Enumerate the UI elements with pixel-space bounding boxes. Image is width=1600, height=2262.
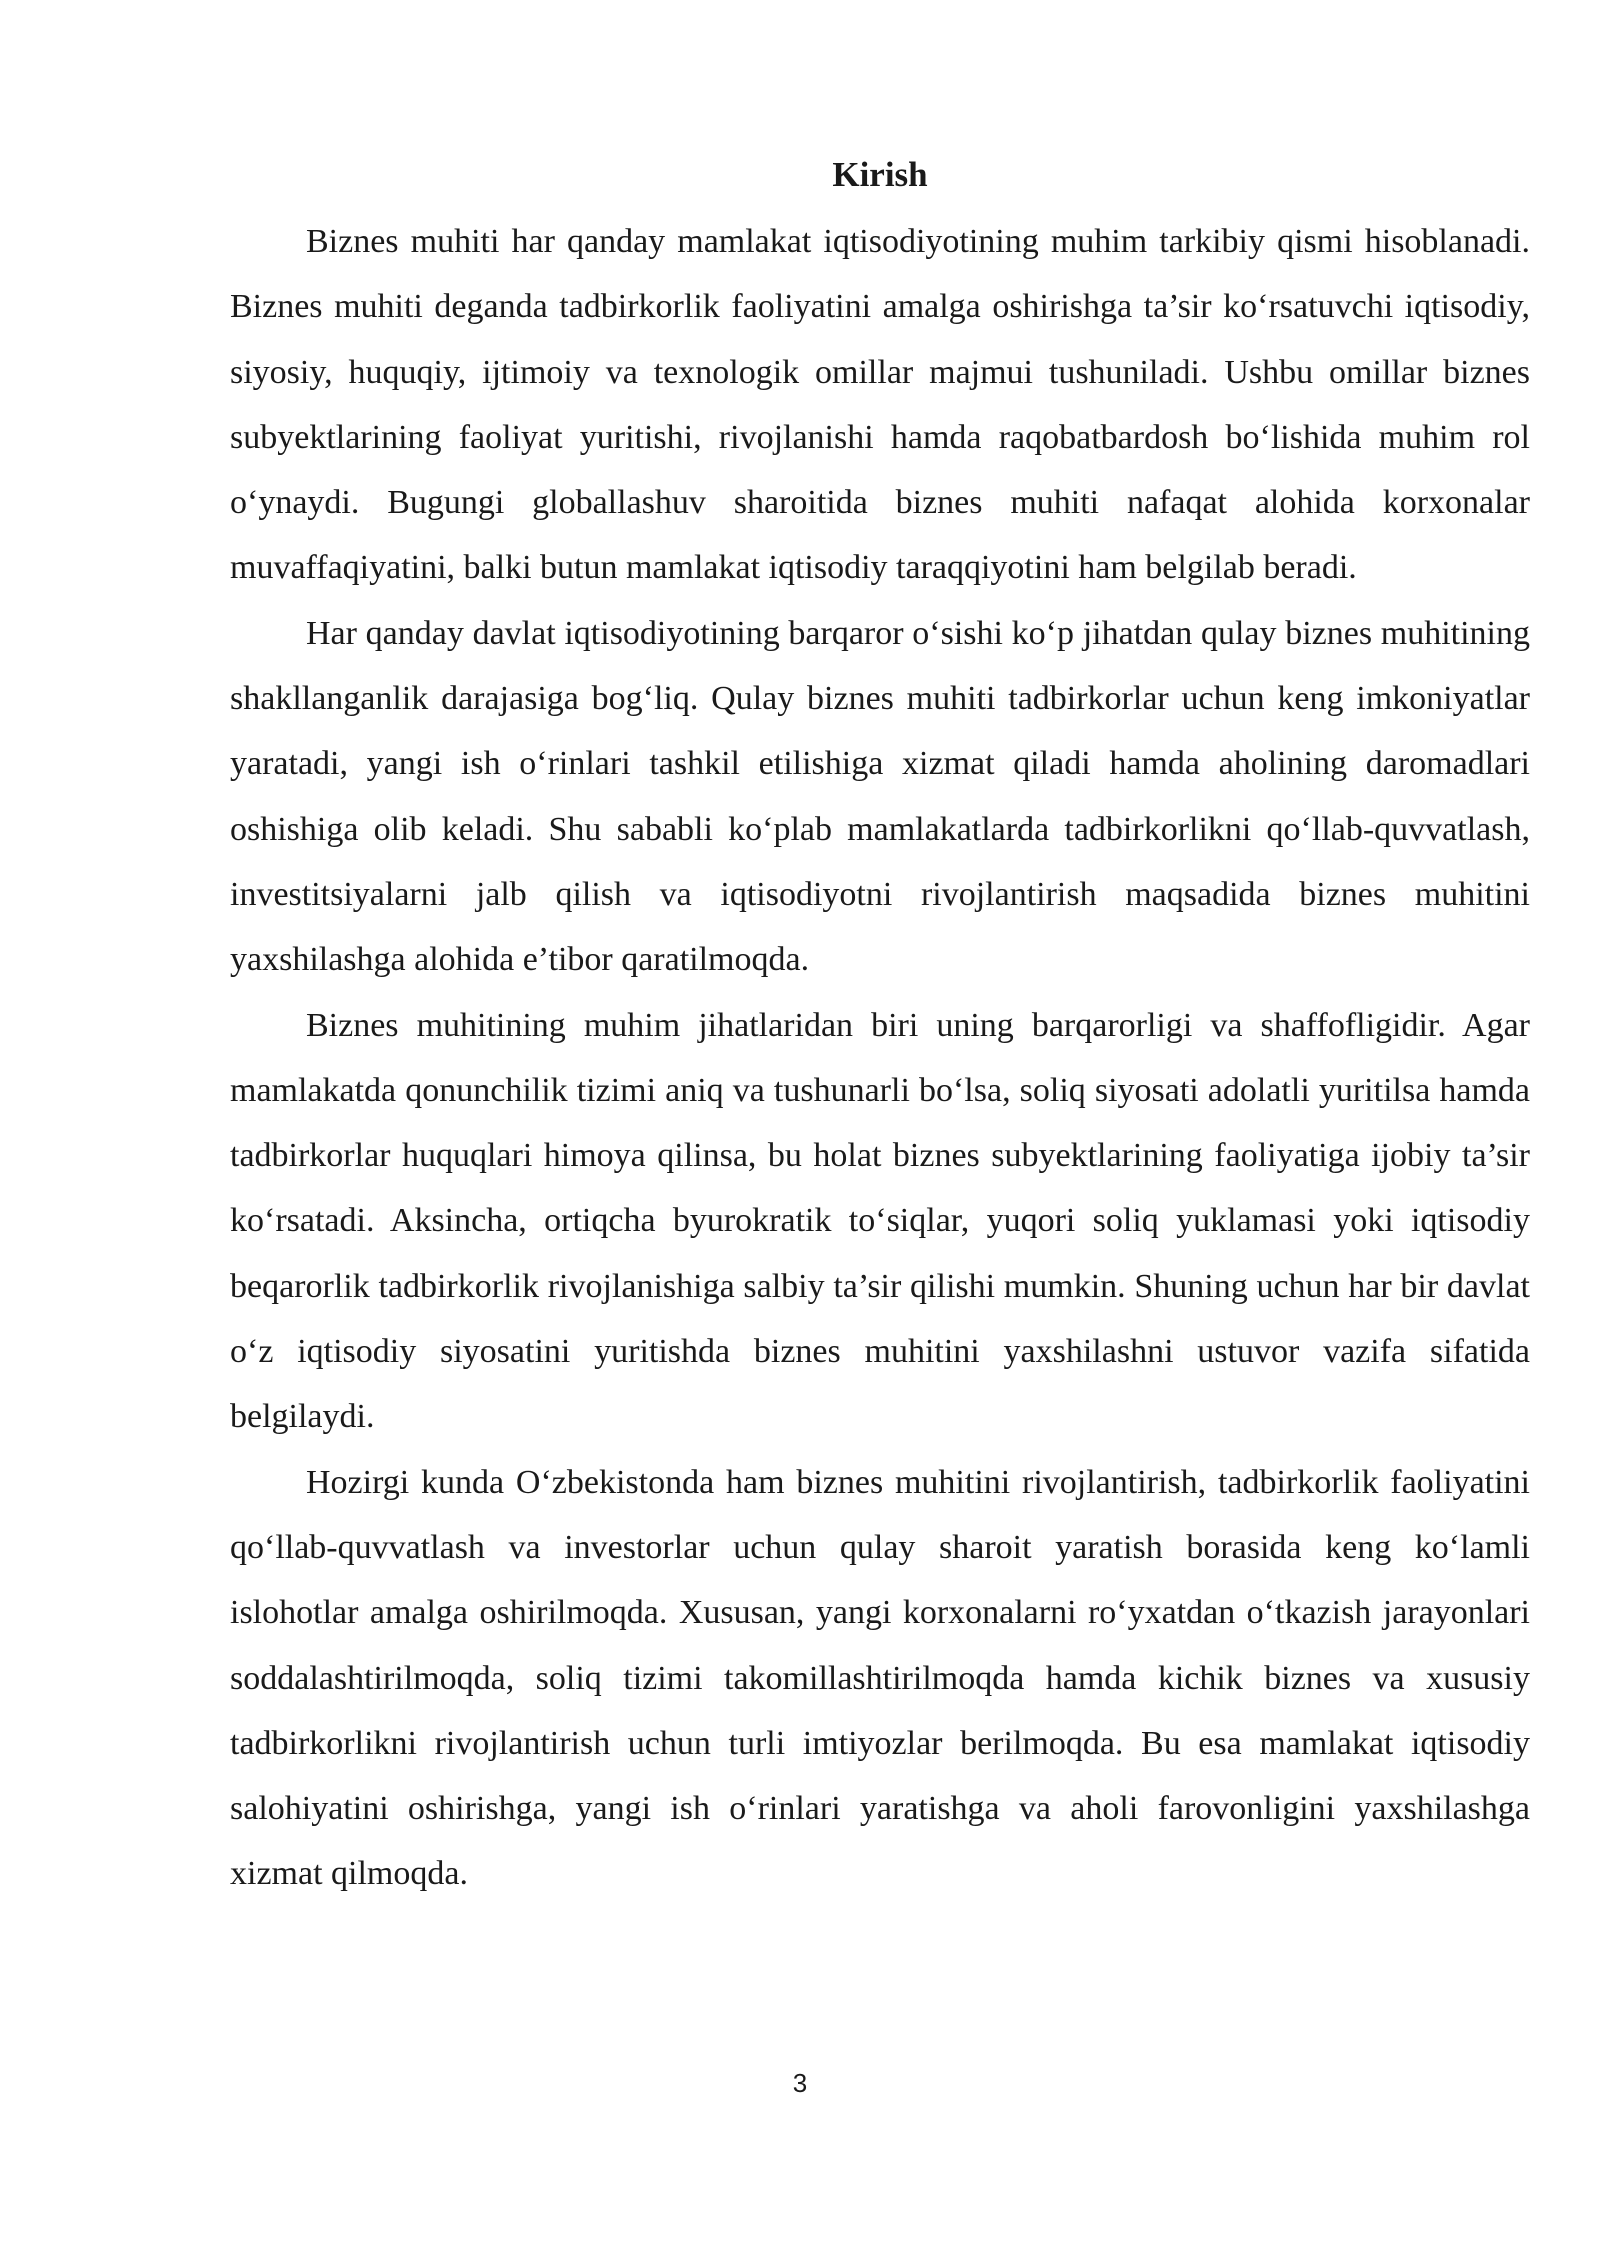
paragraph-2: Har qanday davlat iqtisodiyotining barqaror o‘sishi ko‘p jihatdan qulay biznes muhitining shakllanganlik darajasiga bog‘liq. Qulay biznes muhiti tadbirkorlar uchun keng imkoniyatlar yaratadi, yangi ish o‘rinlari tashkil etilishiga xizmat qiladi hamda aholining daromadlari oshishiga olib keladi. Shu sababli ko‘plab mamlakatlarda tadbirkorlikni qo‘llab-quvvatlash, investitsiyalarni jalb qilish va iqtisodiyotni rivojlantirish maqsadida biznes muhitini yaxshilashga alohida e’tibor qaratilmoqda. — [230, 614, 1530, 979]
page-number: 3 — [792, 2068, 808, 2098]
section-title: Kirish — [832, 155, 928, 194]
paragraph-4: Hozirgi kunda O‘zbekistonda ham biznes muhitini rivojlantirish, tadbirkorlik faoliyatini qo‘llab-quvvatlash va investorlar uchun qulay sharoit yaratish borasida keng ko‘lamli islohotlar amalga oshirilmoqda. Xususan, yangi korxonalarni ro‘yxatdan o‘tkazish jarayonlari soddalashtirilmoqda, soliq tizimi takomillashtirilmoqda hamda kichik biznes va xususiy tadbirkorlikni rivojlantirish uchun turli imtiyozlar berilmoqda. Bu esa mamlakat iqtisodiy salohiyatini oshirishga, yangi ish o‘rinlari yaratishga va aholi farovonligini yaxshilashga xizmat qilmoqda. — [230, 1463, 1530, 1893]
page-content — [230, 150, 1530, 1907]
paragraph-3: Biznes muhitining muhim jihatlaridan biri uning barqarorligi va shaffofligidir. Agar mamlakatda qonunchilik tizimi aniq va tushunarli bo‘lsa, soliq siyosati adolatli yuritilsa hamda tadbirkorlar huquqlari himoya qilinsa, bu holat biznes subyektlarining faoliyatiga ijobiy ta’sir ko‘rsatadi. Aksincha, ortiqcha byurokratik to‘siqlar, yuqori soliq yuklamasi yoki iqtisodiy beqarorlik tadbirkorlik rivojlanishiga salbiy ta’sir qilishi mumkin. Shuning uchun har bir davlat o‘z iqtisodiy siyosatini yuritishda biznes muhitini yaxshilashni ustuvor vazifa sifatida belgilaydi. — [230, 1006, 1530, 1436]
paragraph-1: Biznes muhiti har qanday mamlakat iqtisodiyotining muhim tarkibiy qismi hisoblanadi. Biznes muhiti deganda tadbirkorlik faoliyatini amalga oshirishga ta’sir ko‘rsatuvchi iqtisodiy, siyosiy, huquqiy, ijtimoiy va texnologik omillar majmui tushuniladi. Ushbu omillar biznes subyektlarining faoliyat yuritishi, rivojlanishi hamda raqobatbardosh bo‘lishida muhim rol o‘ynaydi. Bugungi globallashuv sharoitida biznes muhiti nafaqat alohida korxonalar muvaffaqiyatini, balki butun mamlakat iqtisodiy taraqqiyotini ham belgilab beradi. — [230, 223, 1530, 587]
